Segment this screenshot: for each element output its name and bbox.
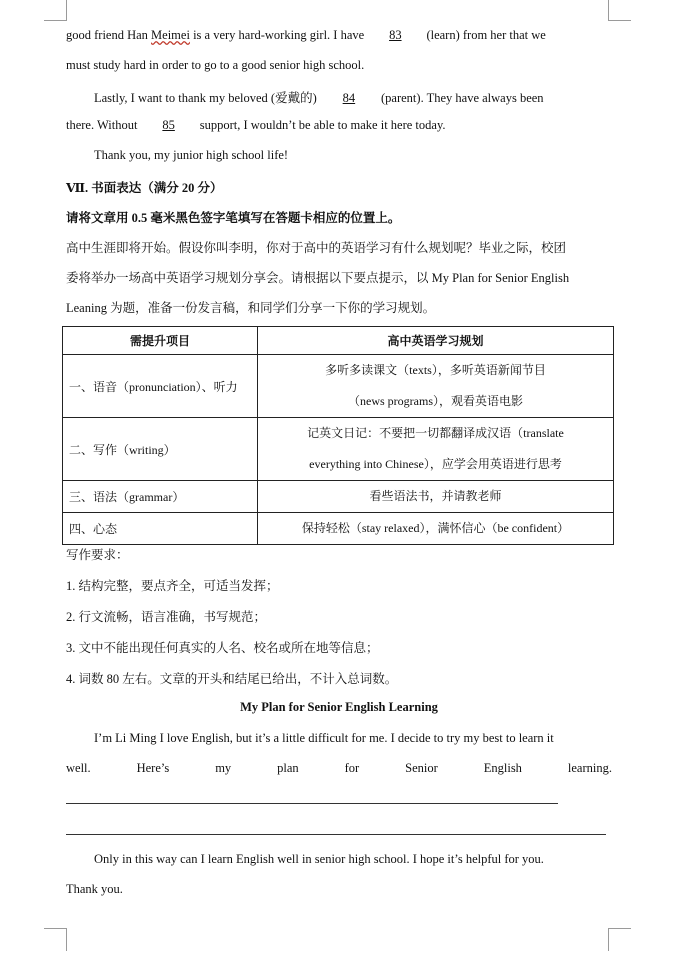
- requirement-item: 1. 结构完整，要点齐全，可适当发挥；: [66, 579, 279, 593]
- passage-line: Thank you, my junior high school life!: [94, 148, 289, 162]
- table-cell-plan: 记英文日记：不要把一切都翻译成汉语（translate everything into Chinese），应学会用英语进行思考: [258, 418, 614, 481]
- table-cell-item: 二、写作（writing）: [63, 418, 258, 481]
- blank-83: 83: [389, 28, 402, 42]
- plan-table: [62, 326, 614, 545]
- table-row: [63, 355, 614, 418]
- passage-line: must study hard in order to go to a good senior high school.: [66, 58, 365, 72]
- prompt-line: 委将举办一场高中英语学习规划分享会。请根据以下要点提示，以 My Plan for Senior English: [66, 271, 570, 285]
- table-row: [63, 418, 614, 481]
- passage-line: good friend Han Meimei is a very hard-working girl. I have 83 (learn) from her that we: [66, 28, 546, 42]
- requirement-item: 3. 文中不能出现任何真实的人名、校名或所在地等信息；: [66, 641, 379, 655]
- name-meimei: Meimei: [151, 28, 190, 42]
- requirement-item: 4. 词数 80 左右。文章的开头和结尾已给出，不计入总词数。: [66, 672, 398, 686]
- page-corner-mark: [608, 0, 631, 21]
- table-cell-item: 一、语音（pronunciation）、听力: [63, 355, 258, 418]
- page-corner-mark: [44, 928, 67, 951]
- essay-closing: Thank you.: [66, 882, 123, 896]
- section-instruction: 请将文章用 0.5 毫米黑色签字笔填写在答题卡相应的位置上。: [66, 211, 401, 225]
- table-cell-plan: 看些语法书，并请教老师: [258, 481, 614, 513]
- blank-85: 85: [162, 118, 175, 132]
- table-row: [63, 481, 614, 513]
- passage-line: Lastly, I want to thank my beloved (爱戴的) 84 (parent). They have always been: [94, 91, 544, 105]
- prompt-line: Leaning 为题，准备一份发言稿，和同学们分享一下你的学习规划。: [66, 301, 436, 315]
- section-heading: Ⅶ. 书面表达（满分 20 分）: [66, 181, 223, 195]
- blank-84: 84: [342, 91, 356, 105]
- prompt-line: 高中生涯即将开始。假设你叫李明，你对于高中的英语学习有什么规划呢？毕业之际，校团: [66, 241, 567, 255]
- table-cell-item: 三、语法（grammar）: [63, 481, 258, 513]
- table-header: 需提升项目: [63, 327, 258, 355]
- table-cell-item: 四、心态: [63, 513, 258, 545]
- requirement-item: 2. 行文流畅，语言准确，书写规范；: [66, 610, 267, 624]
- essay-closing: Only in this way can I learn English well in senior high school. I hope it’s helpful for you.: [94, 852, 544, 866]
- essay-opening: I’m Li Ming I love English, but it’s a little difficult for me. I decide to try my best to learn it: [94, 731, 554, 745]
- answer-line[interactable]: [66, 834, 606, 835]
- essay-title: My Plan for Senior English Learning: [240, 700, 438, 714]
- table-cell-plan: 多听多读课文（texts），多听英语新闻节目 （news programs），观看英语电影: [258, 355, 614, 418]
- requirements-title: 写作要求：: [66, 548, 129, 562]
- page-corner-mark: [44, 0, 67, 21]
- table-row: [63, 513, 614, 545]
- answer-line[interactable]: [66, 803, 558, 804]
- passage-line: there. Without 85 support, I wouldn’t be able to make it here today.: [66, 118, 446, 132]
- page-corner-mark: [608, 928, 631, 951]
- table-header-row: [63, 327, 614, 355]
- table-cell-plan: 保持轻松（stay relaxed），满怀信心（be confident）: [258, 513, 614, 545]
- essay-opening-justified: well. Here’s my plan for Senior English learning.: [66, 761, 612, 775]
- table-header: 高中英语学习规划: [258, 327, 614, 355]
